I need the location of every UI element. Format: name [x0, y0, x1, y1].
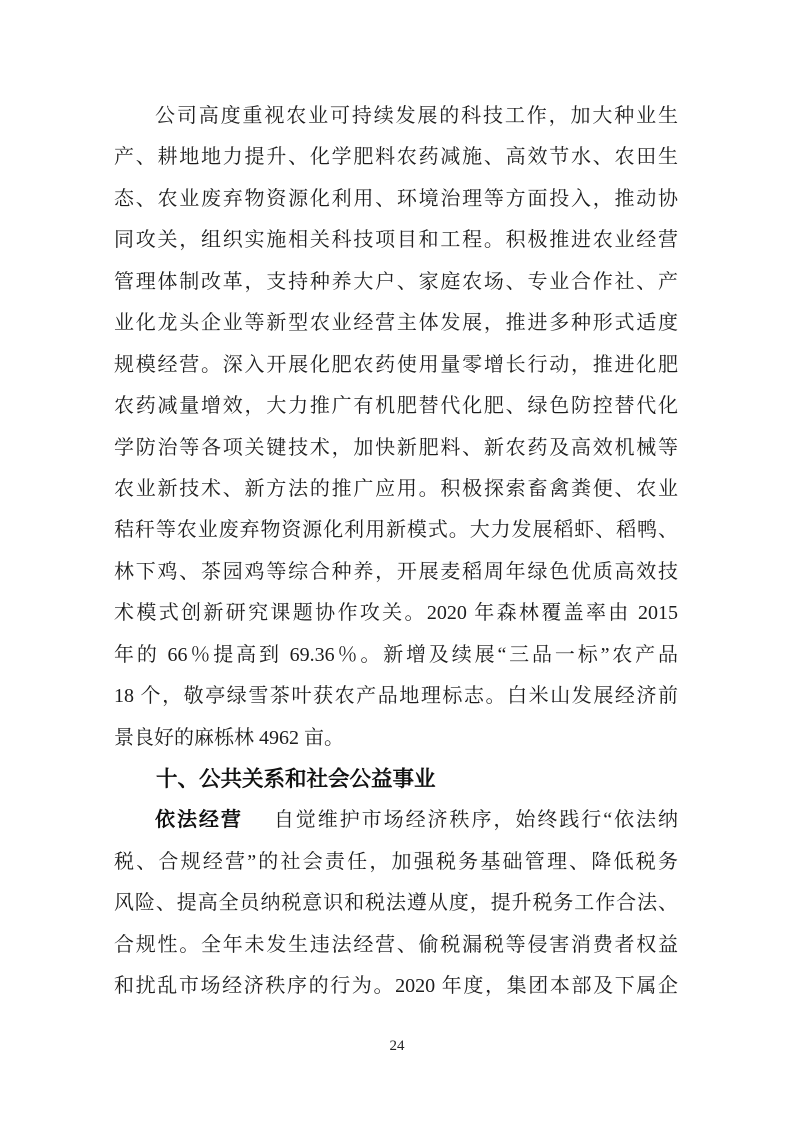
text-line: 风险、提高全员纳税意识和税法遵从度，提升税务工作合法、	[114, 892, 678, 915]
text-line	[114, 800, 678, 841]
text-line: 公司高度重视农业可持续发展的科技工作，加大种业生	[155, 105, 678, 127]
text-line: 秸秆等农业废弃物资源化利用新模式。大力发展稻虾、稻鸭、	[114, 519, 678, 542]
text-line: 合规性。全年未发生违法经营、偷税漏税等侵害消费者权益	[114, 933, 678, 956]
run-in-subheading: 依法经营	[155, 809, 243, 832]
text-line: 产、耕地地力提升、化学肥料农药减施、高效节水、农田生	[114, 146, 678, 169]
text-line: 同攻关，组织实施相关科技项目和工程。积极推进农业经营	[114, 229, 678, 252]
text-line: 农业新技术、新方法的推广应用。积极探索畜禽粪便、农业	[114, 477, 678, 500]
text-line: 学防治等各项关键技术，加快新肥料、新农药及高效机械等	[114, 436, 678, 459]
text-line: 和扰乱市场经济秩序的行为。2020 年度，集团本部及下属企	[114, 975, 678, 998]
text-line: 18 个，敬亭绿雪茶叶获农产品地理标志。白米山发展经济前	[114, 685, 678, 708]
text-line: 林下鸡、茶园鸡等综合种养，开展麦稻周年绿色优质高效技	[114, 560, 678, 583]
paragraph-agriculture-science	[114, 96, 678, 759]
page-number: 24	[389, 1038, 405, 1054]
text-line: 业化龙头企业等新型农业经营主体发展，推进多种形式适度	[114, 312, 678, 335]
text-line: 态、农业废弃物资源化利用、环境治理等方面投入，推动协	[114, 187, 678, 210]
text-line: 术模式创新研究课题协作攻关。2020 年森林覆盖率由 2015	[114, 602, 678, 625]
text-line: 景良好的麻栎林 4962 亩。	[114, 726, 344, 749]
text-line: 规模经营。深入开展化肥农药使用量零增长行动，推进化肥	[114, 353, 678, 376]
section-heading: 十、公共关系和社会公益事业	[156, 767, 436, 791]
paragraph-lawful-operation	[114, 800, 678, 1007]
text-run: 自觉维护市场经济秩序，始终践行“依法纳	[271, 809, 678, 832]
page-content	[114, 96, 678, 1008]
text-line: 年的 66％提高到 69.36％。新增及续展“三品一标”农产品	[114, 643, 678, 666]
text-line: 农药减量增效，大力推广有机肥替代化肥、绿色防控替代化	[114, 395, 678, 418]
text-line: 管理体制改革，支持种养大户、家庭农场、专业合作社、产	[114, 270, 678, 293]
text-line: 税、合规经营”的社会责任，加强税务基础管理、降低税务	[114, 850, 678, 873]
